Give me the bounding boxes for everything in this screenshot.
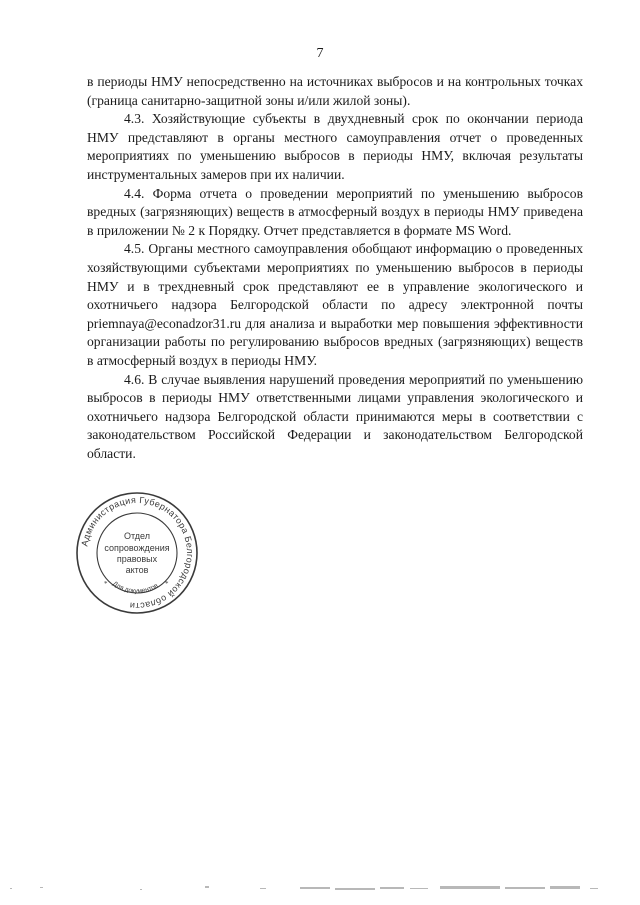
stamp-star-right-icon: * [165, 580, 169, 588]
page-number: 7 [316, 46, 324, 61]
scan-noise-icon [0, 883, 640, 893]
stamp-outer-text: Администрация Губернатора Белгородской области [79, 494, 196, 612]
official-stamp [74, 490, 200, 616]
document-body [87, 73, 583, 463]
paragraph-continuation: в периоды НМУ непосредственно на источниках выбросов и на контрольных точках (граница санитарно-защитной зоны и/или жилой зоны). [87, 74, 583, 108]
paragraph-4-4: 4.4. Форма отчета о проведении мероприятий по уменьшению выбросов вредных (загрязняющих) веществ в атмосферный воздух в периоды НМУ приведена в приложении № 2 к Порядку. Отчет представляется в формате MS Word. [87, 185, 583, 238]
stamp-center-line-2: сопровождения [104, 543, 170, 553]
paragraph-4-6: 4.6. В случае выявления нарушений проведения мероприятий по уменьшению выбросов в периоды НМУ ответственными лицами управления экологического и охотничьего надзора Белгородской области принимаются меры в соответствии с законодательством Российской Федерации и законодательством Белгородской области. [87, 371, 583, 461]
paragraph-4-5: 4.5. Органы местного самоуправления обобщают информацию о проведенных хозяйствующими субъектами мероприятиях по уменьшению выбросов в периоды НМУ и в трехдневный срок представляют ее в управление экологического и охотничьего надзора Белгородской области по адресу электронной почты priemnaya@econadzor31.ru для анализа и выработки мер повышения эффективности организации работы по регулированию выбросов вредных (загрязняющих) веществ в атмосферный воздух в периоды НМУ. [87, 241, 583, 368]
stamp-inner-text: Для документов [111, 580, 160, 595]
scan-edge-noise [0, 883, 640, 893]
svg-text:Для документов [111, 580, 160, 595]
paragraph-4-3: 4.3. Хозяйствующие субъекты в двухдневный срок по окончании периода НМУ представляют в органы местного самоуправления отчет о проведенных мероприятиях по уменьшению выбросов в периоды НМУ, включая результаты инструментальных замеров при их наличии. [87, 111, 583, 182]
stamp-seal-icon [74, 490, 200, 616]
stamp-center-line-3: правовых [116, 554, 158, 564]
stamp-star-left-icon: * [104, 580, 108, 588]
stamp-center-line-4: актов [125, 565, 149, 575]
stamp-center-line-1: Отдел [123, 531, 151, 541]
